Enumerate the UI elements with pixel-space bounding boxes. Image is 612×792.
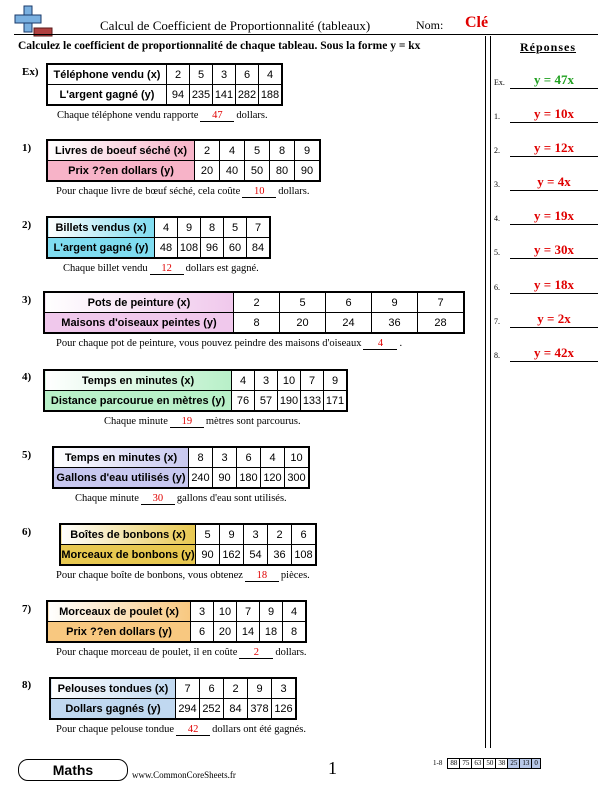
footer	[14, 756, 598, 784]
table-cell: 50	[245, 161, 270, 181]
table-cell: 7	[418, 293, 464, 313]
table-cell: 141	[213, 85, 236, 105]
table-cell: 28	[418, 313, 464, 333]
answer-value: y = 30x	[510, 242, 598, 259]
table-cell: 190	[278, 391, 301, 411]
problem-sentence	[104, 416, 301, 428]
sentence-before: Pour chaque morceau de poulet, il en coûte	[56, 647, 238, 658]
answer-blank: 10	[242, 186, 276, 198]
table-cell: 57	[255, 391, 278, 411]
answer-blank: 19	[170, 416, 204, 428]
table-cell: 120	[261, 468, 285, 488]
sentence-before: Pour chaque boîte de bonbons, vous obtenez	[56, 570, 243, 581]
table-cell: 40	[220, 161, 245, 181]
problem-sentence	[75, 493, 287, 505]
table-cell: 3	[191, 602, 214, 622]
problem-number: 1)	[22, 142, 32, 154]
table-cell: 90	[295, 161, 320, 181]
table-cell: 8	[201, 218, 224, 238]
table-cell: 7	[237, 602, 260, 622]
table-cell: 10	[278, 371, 301, 391]
problem-number: 6)	[22, 526, 32, 538]
table-cell: 235	[190, 85, 213, 105]
scale-cell: 0	[531, 758, 541, 769]
table-cell: 9	[178, 218, 201, 238]
y-label: Maisons d'oiseaux peintes (y)	[45, 313, 234, 333]
problem-sentence	[56, 570, 310, 582]
table-cell: 108	[178, 238, 201, 258]
table-cell: 4	[261, 448, 285, 468]
y-label: L'argent gagné (y)	[48, 85, 167, 105]
subject-badge: Maths	[18, 759, 128, 781]
site-url: www.CommonCoreSheets.fr	[132, 770, 236, 780]
y-label: Dollars gagnés (y)	[51, 699, 176, 719]
problem-number: Ex)	[22, 66, 39, 78]
x-label: Temps en minutes (x)	[54, 448, 189, 468]
table-row-x	[48, 218, 270, 238]
x-label: Téléphone vendu (x)	[48, 65, 167, 85]
table-cell: 240	[189, 468, 213, 488]
table-row-y	[48, 85, 282, 105]
table-row-y	[45, 313, 464, 333]
proportion-table	[47, 140, 320, 181]
answer-value: y = 18x	[510, 277, 598, 294]
answers-title: Réponses	[520, 40, 577, 54]
table-cell: 300	[285, 468, 309, 488]
x-label: Billets vendus (x)	[48, 218, 155, 238]
table-cell: 378	[248, 699, 272, 719]
proportion-table	[53, 447, 309, 488]
table-cell: 282	[236, 85, 259, 105]
proportion-table	[47, 64, 282, 105]
table-cell: 2	[195, 141, 220, 161]
table-cell: 6	[326, 293, 372, 313]
answer-row	[494, 311, 598, 329]
answer-divider-right	[490, 36, 491, 748]
table-cell: 294	[176, 699, 200, 719]
table-cell: 90	[213, 468, 237, 488]
answer-number: 4.	[494, 214, 500, 223]
table-cell: 7	[247, 218, 270, 238]
sentence-before: Chaque téléphone vendu rapporte	[57, 110, 199, 121]
table-cell: 2	[224, 679, 248, 699]
answer-number: 1.	[494, 112, 500, 121]
answer-row	[494, 72, 598, 90]
table-row-x	[48, 141, 320, 161]
problem-sentence	[56, 647, 307, 659]
table-row-x	[48, 602, 306, 622]
name-label: Nom:	[416, 18, 444, 32]
table-cell: 3	[244, 525, 268, 545]
table-row-x	[48, 65, 282, 85]
table-cell: 20	[195, 161, 220, 181]
table-cell: 2	[268, 525, 292, 545]
table-cell: 162	[220, 545, 244, 565]
answer-number: 6.	[494, 283, 500, 292]
table-row-x	[61, 525, 316, 545]
proportion-table	[47, 217, 270, 258]
table-cell: 6	[292, 525, 316, 545]
table-row-y	[48, 161, 320, 181]
table-cell: 96	[201, 238, 224, 258]
answer-number: 3.	[494, 180, 500, 189]
answer-value: y = 10x	[510, 106, 598, 123]
x-label: Morceaux de poulet (x)	[48, 602, 191, 622]
answer-blank: 2	[239, 647, 273, 659]
answer-divider-left	[485, 36, 486, 748]
table-row-y	[48, 622, 306, 642]
table-cell: 18	[260, 622, 283, 642]
table-cell: 7	[301, 371, 324, 391]
name-value: Clé	[465, 14, 489, 31]
score-scale	[432, 758, 541, 769]
table-cell: 14	[237, 622, 260, 642]
answer-row	[494, 106, 598, 124]
table-cell: 20	[280, 313, 326, 333]
table-cell: 252	[200, 699, 224, 719]
problem-sentence	[56, 338, 402, 350]
answer-blank: 30	[141, 493, 175, 505]
y-label: Gallons d'eau utilisés (y)	[54, 468, 189, 488]
table-cell: 5	[280, 293, 326, 313]
sentence-after: dollars ont été gagnés.	[212, 724, 306, 735]
x-label: Pots de peinture (x)	[45, 293, 234, 313]
y-label: L'argent gagné (y)	[48, 238, 155, 258]
answer-value: y = 2x	[510, 311, 598, 328]
table-row-y	[45, 391, 347, 411]
proportion-table	[50, 678, 296, 719]
instructions: Calculez le coefficient de proportionnalité de chaque tableau. Sous la forme y = kx	[18, 40, 421, 52]
page-title: Calcul de Coefficient de Proportionnalité (tableaux)	[100, 18, 371, 33]
table-cell: 3	[213, 65, 236, 85]
table-cell: 6	[191, 622, 214, 642]
scale-cell: 38	[495, 758, 508, 769]
logo-icon	[14, 4, 54, 38]
table-cell: 5	[190, 65, 213, 85]
table-cell: 4	[259, 65, 282, 85]
proportion-table	[44, 292, 464, 333]
problem-sentence	[56, 186, 309, 198]
answer-row	[494, 174, 598, 192]
table-cell: 90	[196, 545, 220, 565]
table-cell: 8	[234, 313, 280, 333]
x-label: Boîtes de bonbons (x)	[61, 525, 196, 545]
answer-number: Ex.	[494, 78, 505, 87]
problem-number: 8)	[22, 679, 32, 691]
problem-number: 2)	[22, 219, 32, 231]
problem-sentence	[63, 263, 259, 275]
answer-value: y = 4x	[510, 174, 598, 191]
table-cell: 2	[234, 293, 280, 313]
table-cell: 7	[176, 679, 200, 699]
problem-number: 3)	[22, 294, 32, 306]
table-cell: 54	[244, 545, 268, 565]
x-label: Temps en minutes (x)	[45, 371, 232, 391]
table-cell: 36	[268, 545, 292, 565]
table-cell: 10	[285, 448, 309, 468]
table-cell: 108	[292, 545, 316, 565]
table-cell: 5	[196, 525, 220, 545]
sentence-after: pièces.	[280, 570, 310, 581]
table-cell: 171	[324, 391, 347, 411]
answer-row	[494, 277, 598, 295]
y-label: Morceaux de bonbons (y)	[61, 545, 196, 565]
table-cell: 4	[283, 602, 306, 622]
answer-row	[494, 140, 598, 158]
table-cell: 9	[372, 293, 418, 313]
table-cell: 5	[224, 218, 247, 238]
table-cell: 4	[220, 141, 245, 161]
scale-cell: 63	[471, 758, 484, 769]
answer-value: y = 19x	[510, 208, 598, 225]
scale-label: 1-8	[433, 759, 443, 767]
answer-blank: 18	[245, 570, 279, 582]
table-cell: 4	[232, 371, 255, 391]
table-cell: 6	[236, 65, 259, 85]
table-row-x	[54, 448, 309, 468]
sentence-after: dollars.	[278, 186, 310, 197]
sentence-before: Chaque minute	[104, 416, 168, 427]
scale-cell: 25	[507, 758, 520, 769]
table-cell: 80	[270, 161, 295, 181]
answer-row	[494, 345, 598, 363]
y-label: Distance parcourue en mètres (y)	[45, 391, 232, 411]
table-cell: 9	[260, 602, 283, 622]
answer-row	[494, 208, 598, 226]
sentence-after: dollars.	[236, 110, 268, 121]
table-cell: 48	[155, 238, 178, 258]
problem-sentence	[57, 110, 268, 122]
x-label: Pelouses tondues (x)	[51, 679, 176, 699]
sentence-before: Pour chaque pelouse tondue	[56, 724, 175, 735]
problem-number: 7)	[22, 603, 32, 615]
page-number: 1	[328, 758, 337, 778]
table-cell: 3	[255, 371, 278, 391]
scale-cell: 13	[519, 758, 532, 769]
table-cell: 126	[272, 699, 296, 719]
problem-sentence	[56, 724, 306, 736]
table-cell: 36	[372, 313, 418, 333]
table-cell: 8	[270, 141, 295, 161]
sentence-after: gallons d'eau sont utilisés.	[176, 493, 287, 504]
table-cell: 180	[237, 468, 261, 488]
table-cell: 6	[200, 679, 224, 699]
table-row-y	[51, 699, 296, 719]
sentence-before: Pour chaque livre de bœuf séché, cela coûte	[56, 186, 241, 197]
answer-number: 5.	[494, 248, 500, 257]
table-cell: 84	[247, 238, 270, 258]
answer-value: y = 12x	[510, 140, 598, 157]
table-cell: 9	[248, 679, 272, 699]
table-cell: 60	[224, 238, 247, 258]
problem-number: 5)	[22, 449, 32, 461]
y-label: Prix ??en dollars (y)	[48, 161, 195, 181]
answer-value: y = 47x	[510, 72, 598, 89]
sentence-after: dollars.	[275, 647, 307, 658]
table-cell: 188	[259, 85, 282, 105]
table-cell: 5	[245, 141, 270, 161]
answer-number: 2.	[494, 146, 500, 155]
table-row-x	[45, 371, 347, 391]
table-cell: 20	[214, 622, 237, 642]
table-row-y	[54, 468, 309, 488]
table-cell: 6	[237, 448, 261, 468]
answer-number: 7.	[494, 317, 500, 326]
table-cell: 9	[220, 525, 244, 545]
table-cell: 94	[167, 85, 190, 105]
table-cell: 133	[301, 391, 324, 411]
sentence-before: Chaque minute	[75, 493, 139, 504]
table-cell: 10	[214, 602, 237, 622]
table-cell: 4	[155, 218, 178, 238]
table-cell: 2	[167, 65, 190, 85]
table-cell: 8	[283, 622, 306, 642]
sentence-after: .	[399, 338, 403, 349]
table-row-x	[51, 679, 296, 699]
scale-cell: 75	[459, 758, 472, 769]
table-cell: 3	[213, 448, 237, 468]
table-cell: 76	[232, 391, 255, 411]
sentence-before: Chaque billet vendu	[63, 263, 148, 274]
table-cell: 9	[324, 371, 347, 391]
problem-number: 4)	[22, 371, 32, 383]
answer-blank: 12	[150, 263, 184, 275]
sentence-before: Pour chaque pot de peinture, vous pouvez peindre des maisons d'oiseaux	[56, 338, 362, 349]
answer-blank: 4	[363, 338, 397, 350]
proportion-table	[44, 370, 347, 411]
proportion-table	[47, 601, 306, 642]
table-cell: 3	[272, 679, 296, 699]
table-row-y	[48, 238, 270, 258]
answer-row	[494, 242, 598, 260]
proportion-table	[60, 524, 316, 565]
sentence-after: dollars est gagné.	[185, 263, 259, 274]
sentence-after: mètres sont parcourus.	[205, 416, 301, 427]
answer-blank: 47	[200, 110, 234, 122]
y-label: Prix ??en dollars (y)	[48, 622, 191, 642]
table-cell: 8	[189, 448, 213, 468]
x-label: Livres de boeuf séché (x)	[48, 141, 195, 161]
table-cell: 24	[326, 313, 372, 333]
answer-blank: 42	[176, 724, 210, 736]
answer-number: 8.	[494, 351, 500, 360]
answer-value: y = 42x	[510, 345, 598, 362]
scale-cell: 88	[447, 758, 460, 769]
table-cell: 84	[224, 699, 248, 719]
table-cell: 9	[295, 141, 320, 161]
table-row-x	[45, 293, 464, 313]
table-row-y	[61, 545, 316, 565]
scale-cell: 50	[483, 758, 496, 769]
header-divider	[14, 34, 598, 35]
